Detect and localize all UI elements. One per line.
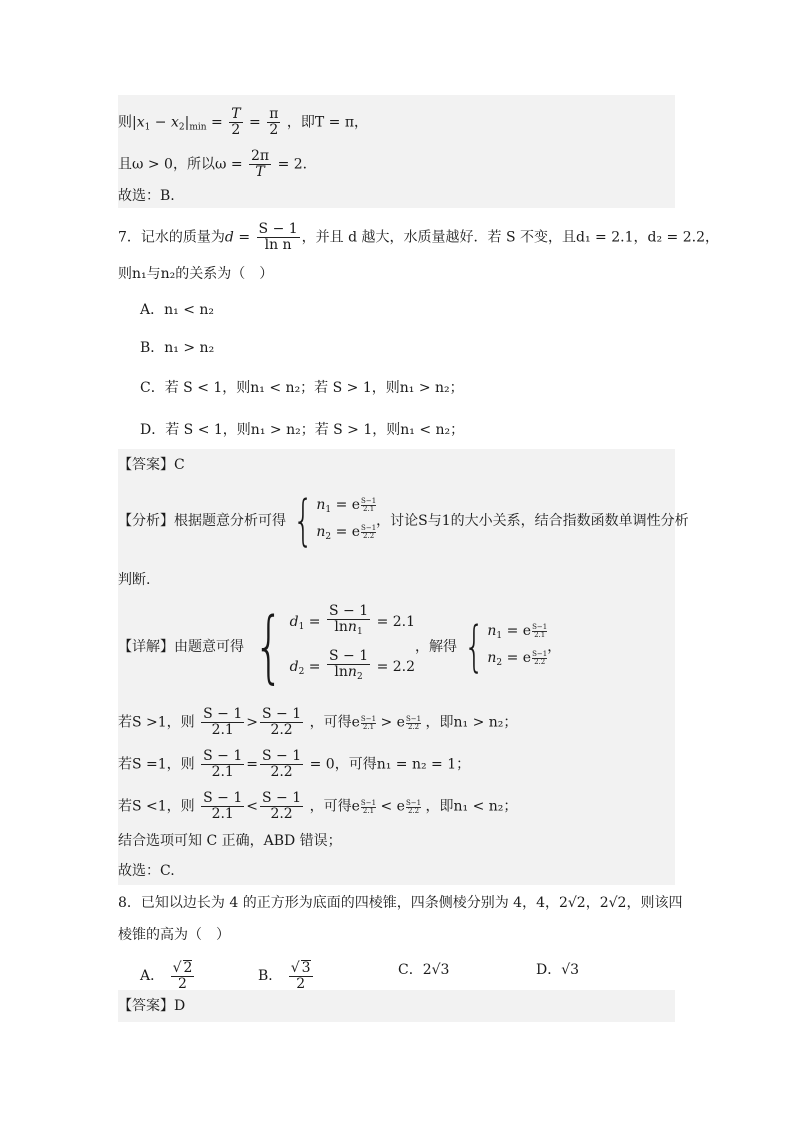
prev-line-3: 故选：B. (118, 188, 175, 204)
q7-option-c: C．若 S < 1，则n₁ < n₂；若 S > 1，则n₁ > n₂； (140, 380, 464, 396)
detail-system-d: $d_1$ = $\frac{S - 1}{\ln n_1}$ = 2.1 $d_2$ = $\frac{S - 1}{\ln n_2}$ = 2.2 (289, 603, 416, 682)
prev-line-2: 且ω > 0，所以ω = $\frac{2\pi}{T}$ = 2． (118, 148, 317, 180)
q7-case-2: 若S =1，则 $\frac{S - 1}{2.1}$ = $\frac{S - 1}{2.2}$ = 0，可得n₁ = n₂ = 1； (118, 748, 471, 780)
q8-option-b: B． $\frac{√ 3}{2}$ (258, 960, 311, 992)
q7-case-3: 若S <1，则 $\frac{S - 1}{2.1}$ < $\frac{S - 1}{2.2}$ ，可得e $\frac{S-1}{2.1}$ < e $\frac{S-1}{2.2}$ ，即n₁ < n₂； (118, 790, 518, 822)
q7-option-b: B．n₁ > n₂ (140, 340, 215, 356)
detail-system-n: $n_1 = e$ $\frac{S-1}{2.1}$ $n_2 = e$ $\frac{S-1}{2.2}$ (487, 623, 548, 668)
fraction-2pi-T: $\frac{2\pi}{T}$ (251, 148, 270, 180)
q7-analysis: 【分析】根据题意分析可得 { $n_1 = e$ $\frac{S-1}{2.1}$ $n_2 = e$ $\frac{S-1}{2.2}$ ，讨论S与1的大小关系，结合指数函数单调性分析 (118, 489, 689, 552)
q7-conclusion: 结合选项可知 C 正确，ABD 错误； (118, 833, 342, 849)
q7-detail: 【详解】由题意可得 { $d_1$ = $\frac{S - 1}{\ln n_1}$ = 2.1 $d_2$ = $\frac{S - 1}{\ln n_2}$ = 2.2 ，解得 { $n_1 = e$ $\frac{S-1}{2.1}$ $n_2 = e$ $\frac{S-1}{2.2}$ ， (118, 602, 562, 692)
q8-option-a: A． $\frac{√ 2}{2}$ (140, 960, 193, 992)
q8-answer-block (118, 990, 675, 1022)
q7-analysis-line-2: 判断. (118, 572, 151, 588)
q8-stem-line-2: 棱锥的高为（ ） (118, 927, 230, 943)
q7-option-a: A．n₁ < n₂ (140, 302, 214, 318)
q8-stem-line-1: 8．已知以边长为 4 的正方形为底面的四棱锥，四条侧棱分别为 4，4，2√2，2√2，则该四 (118, 895, 683, 911)
analysis-system: $n_1 = e$ $\frac{S-1}{2.1}$ $n_2 = e$ $\frac{S-1}{2.2}$ (316, 497, 377, 542)
q7-case-1: 若S >1，则 $\frac{S - 1}{2.1}$ > $\frac{S - 1}{2.2}$ ，可得e $\frac{S-1}{2.1}$ > e $\frac{S-1}{2.2}$ ，即n₁ > n₂； (118, 706, 518, 738)
fraction-S-1-ln-n: $\frac{S - 1}{\text{ln n}}$ (258, 221, 298, 253)
q8-option-c: C．2√3 (398, 962, 450, 978)
q7-answer: 【答案】C (118, 457, 185, 473)
prev-line-1: 则$|x_1 - x_2|_{min}$ = $\frac{T}{2}$ = $\frac{\pi}{2}$ ，即T = π， (118, 106, 369, 138)
q7-option-d: D．若 S < 1，则n₁ > n₂；若 S > 1，则n₁ < n₂； (140, 422, 465, 438)
q7-stem-line-1: 7．记水的质量为d = $\frac{S - 1}{\text{ln n}}$ ，并且 d 越大，水质量越好．若 S 不变，且d₁ = 2.1，d₂ = 2.2， (118, 221, 719, 253)
q8-option-d: D．√3 (536, 962, 580, 978)
fraction-pi-2: $\frac{\pi}{2}$ (269, 106, 279, 138)
q8-answer: 【答案】D (118, 998, 186, 1014)
fraction-T-2: $\frac{T}{2}$ (231, 106, 241, 138)
q7-select: 故选：C. (118, 863, 175, 879)
q7-stem-line-2: 则n₁与n₂的关系为（ ） (118, 266, 274, 282)
